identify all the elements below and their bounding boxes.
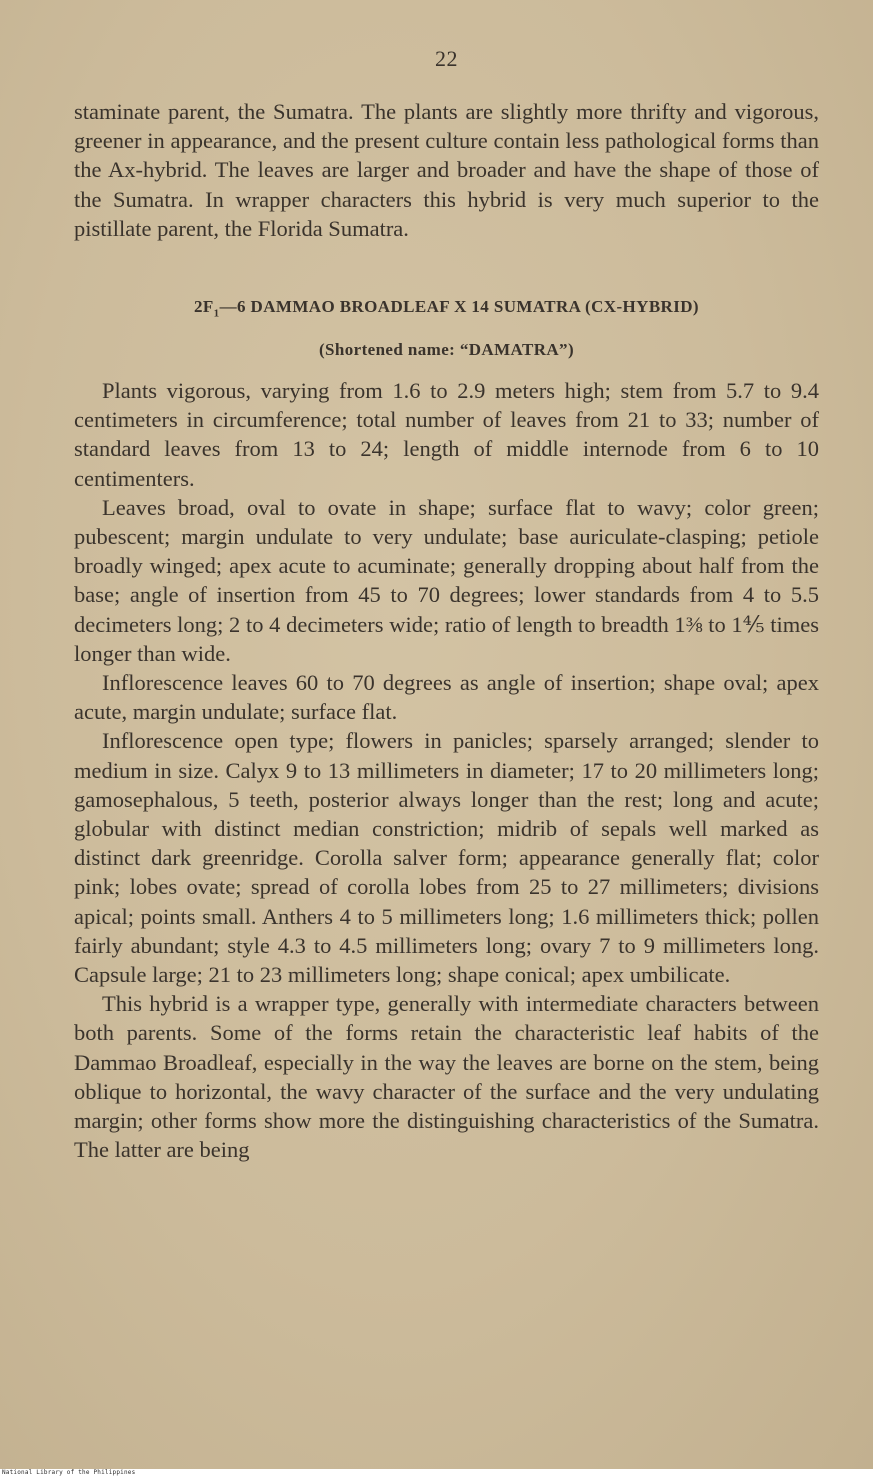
section-heading-subscript: 1 — [213, 307, 220, 320]
opening-paragraph-block — [74, 97, 819, 243]
body-text — [74, 376, 819, 1164]
section-subheading: (Shortened name: “DAMATRA”) — [318, 340, 575, 359]
paragraph-inflorescence: Inflorescence open type; flowers in panicles; sparsely arranged; slender to medium in size. Calyx 9 to 13 millimeters in diameter; 17 to 20 millimeters long; gamosephalous, 5 teeth, posterior always longer than the rest; long and acute; globular with distinct median constriction; midrib of sepals well marked as distinct dark greenridge. Corolla salver form; appearance generally flat; color pink; lobes ovate; spread of corolla lobes from 25 to 27 millimeters; divisions apical; points small. Anthers 4 to 5 millimeters long; 1.6 millimeters thick; pollen fairly abundant; style 4.3 to 4.5 millimeters long; ovary 7 to 9 millimeters long. Capsule large; 21 to 23 millimeters long; shape conical; apex umbilicate. — [74, 728, 819, 988]
paragraph-hybrid-summary: This hybrid is a wrapper type, generally with intermediate characters between both parents. Some of the forms retain the characteristic leaf habits of the Dammao Broadleaf, especially in the way the leaves are borne on the stem, being oblique to horizontal, the wavy character of the surface and the very undulating margin; other forms show more the distinguishing characteristics of the Sumatra. The latter are being — [74, 991, 819, 1163]
paragraph-leaves: Leaves broad, oval to ovate in shape; surface flat to wavy; color green; pubescent; margin undulate to very undulate; base auriculate-clasping; petiole broadly winged; apex acute to acuminate; generally dropping about half from the base; angle of insertion from 45 to 70 degrees; lower standards from 4 to 5.5 decimeters long; 2 to 4 decimeters wide; ratio of length to breadth 1⅜ to 1⅘ times longer than wide. — [74, 494, 819, 666]
paragraph-inflorescence-leaves: Inflorescence leaves 60 to 70 degrees as angle of insertion; shape oval; apex acute, margin undulate; surface flat. — [74, 670, 819, 725]
section-heading — [74, 297, 819, 319]
page-number: 22 — [435, 46, 458, 71]
library-footer: National Library of the Philippines — [2, 1469, 136, 1476]
opening-paragraph: staminate parent, the Sumatra. The plants are slightly more thrifty and vigorous, greener in appearance, and the present culture contain less pathological forms than the Ax-hybrid. The leaves are larger and broader and have the shape of those of the Sumatra. In wrapper characters this hybrid is very much superior to the pistillate parent, the Florida Sumatra. — [74, 99, 819, 241]
section-heading-prefix: 2F — [193, 297, 214, 316]
paragraph-plants: Plants vigorous, varying from 1.6 to 2.9 meters high; stem from 5.7 to 9.4 centimeters in circumference; total number of leaves from 21 to 33; number of standard leaves from 13 to 24; length of middle internode from 6 to 10 centimenters. — [74, 378, 819, 491]
section-heading-title: —6 DAMMAO BROADLEAF X 14 SUMATRA (CX-HYBRID) — [219, 297, 699, 316]
